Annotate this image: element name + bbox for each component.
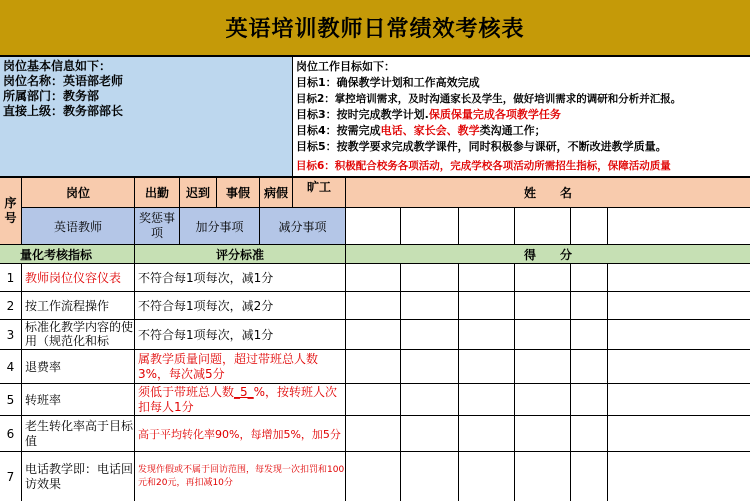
position-name-value: 英语部老师 (63, 74, 124, 88)
criteria-cell: 发现作假或不属于回访范围，每发现一次扣罚和100元和20元，再扣减10分 (135, 452, 346, 501)
score-cell[interactable] (571, 292, 608, 320)
department-row: 所属部门：教务部 (3, 89, 100, 103)
score-cell[interactable] (608, 350, 750, 384)
reward-penalty-header: 奖惩事项 (135, 208, 180, 245)
add-items-header: 加分事项 (180, 208, 260, 245)
name-header: 姓 名 (346, 178, 750, 208)
goal-3: 目标3：按时完成教学计划.保质保量完成各项教学任务 (296, 108, 561, 121)
score-cell[interactable] (515, 264, 571, 292)
work-goals (293, 57, 750, 177)
position-name-row: 岗位名称：英语部老师 (3, 74, 124, 88)
name-entry-cell[interactable] (346, 208, 401, 245)
score-cell[interactable] (346, 264, 401, 292)
criteria-cell: 不符合每1项每次，减2分 (135, 292, 346, 320)
score-cell[interactable] (608, 416, 750, 452)
score-cell[interactable] (515, 350, 571, 384)
goal-6: 目标6：积极配合校务各项活动，完成学校各项活动所需招生指标，保障活动质量 (296, 160, 671, 172)
score-cell[interactable] (515, 320, 571, 350)
indicator-header: 量化考核指标 (0, 245, 135, 264)
score-cell[interactable] (346, 292, 401, 320)
department-value: 教务部 (63, 89, 100, 103)
row-number: 2 (0, 292, 22, 320)
row-number: 6 (0, 416, 22, 452)
attendance-header: 出勤 (135, 178, 180, 208)
page-title: 英语培训教师日常绩效考核表 (0, 0, 750, 57)
score-cell[interactable] (608, 264, 750, 292)
position-info (0, 57, 293, 177)
score-cell[interactable] (608, 452, 750, 501)
score-cell[interactable] (608, 320, 750, 350)
position-header: 岗位 (22, 178, 135, 208)
row-number: 7 (0, 452, 22, 501)
name-entry-cell[interactable] (459, 208, 515, 245)
row-number: 3 (0, 320, 22, 350)
score-cell[interactable] (571, 264, 608, 292)
indicator-cell: 老生转化率高于目标值 (22, 416, 135, 452)
goal-4: 目标4：按需完成电话、家长会、教学类沟通工作； (296, 124, 546, 137)
name-entry-cell[interactable] (608, 208, 750, 245)
score-cell[interactable] (608, 292, 750, 320)
teacher-label: 英语教师 (22, 208, 135, 245)
score-cell[interactable] (571, 384, 608, 416)
score-cell[interactable] (459, 320, 515, 350)
row-number: 4 (0, 350, 22, 384)
criteria-cell: 须低于带班总人数_5_%，按转班人次扣每人1分 (135, 384, 346, 416)
score-cell[interactable] (401, 320, 459, 350)
name-entry-cell[interactable] (401, 208, 459, 245)
score-cell[interactable] (459, 384, 515, 416)
score-cell[interactable] (515, 416, 571, 452)
score-cell[interactable] (515, 292, 571, 320)
indicator-cell: 转班率 (22, 384, 135, 416)
score-cell[interactable] (346, 416, 401, 452)
name-entry-cell[interactable] (515, 208, 571, 245)
goals-heading: 岗位工作目标如下： (296, 60, 395, 73)
absent-header: 旷工 (293, 178, 346, 208)
goal-1: 目标1：确保教学计划和工作高效完成 (296, 76, 480, 89)
score-cell[interactable] (459, 452, 515, 501)
criteria-cell: 不符合每1项每次，减1分 (135, 320, 346, 350)
superior-row: 直接上级：教务部部长 (3, 104, 124, 118)
criteria-cell: 高于平均转化率90%，每增加5%，加5分 (135, 416, 346, 452)
position-info-heading: 岗位基本信息如下： (3, 59, 112, 73)
score-cell[interactable] (401, 384, 459, 416)
score-header: 得 分 (346, 245, 750, 264)
score-cell[interactable] (346, 384, 401, 416)
criteria-header: 评分标准 (135, 245, 346, 264)
indicator-cell: 按工作流程操作 (22, 292, 135, 320)
score-cell[interactable] (571, 320, 608, 350)
score-cell[interactable] (401, 452, 459, 501)
score-cell[interactable] (571, 416, 608, 452)
sick-leave-header: 病假 (260, 178, 293, 208)
deduct-items-header: 减分事项 (260, 208, 346, 245)
score-cell[interactable] (459, 416, 515, 452)
indicator-cell: 退费率 (22, 350, 135, 384)
indicator-cell: 电话教学即：电话回访效果 (22, 452, 135, 501)
score-cell[interactable] (459, 264, 515, 292)
name-entry-cell[interactable] (571, 208, 608, 245)
goal-2: 目标2：掌控培训需求，及时沟通家长及学生，做好培训需求的调研和分析并汇报。 (296, 93, 682, 105)
score-cell[interactable] (515, 452, 571, 501)
indicator-cell: 标准化教学内容的使用（规范化和标 (22, 320, 135, 350)
indicator-cell: 教师岗位仪容仪表 (22, 264, 135, 292)
score-cell[interactable] (459, 292, 515, 320)
late-header: 迟到 (180, 178, 217, 208)
score-cell[interactable] (608, 384, 750, 416)
score-cell[interactable] (401, 416, 459, 452)
evaluation-table (0, 177, 750, 501)
score-cell[interactable] (571, 350, 608, 384)
score-cell[interactable] (346, 320, 401, 350)
criteria-cell: 不符合每1项每次，减1分 (135, 264, 346, 292)
score-cell[interactable] (401, 350, 459, 384)
score-cell[interactable] (401, 264, 459, 292)
row-number: 1 (0, 264, 22, 292)
score-cell[interactable] (346, 452, 401, 501)
score-cell[interactable] (571, 452, 608, 501)
personal-leave-header: 事假 (217, 178, 260, 208)
score-cell[interactable] (346, 350, 401, 384)
score-cell[interactable] (401, 292, 459, 320)
score-cell[interactable] (459, 350, 515, 384)
criteria-cell: 属教学质量问题，超过带班总人数3%，每次减5分 (135, 350, 346, 384)
seq-header: 序号 (0, 178, 22, 245)
row-number: 5 (0, 384, 22, 416)
goal-5: 目标5：按教学要求完成教学课件，同时积极参与课研，不断改进教学质量。 (296, 140, 667, 153)
superior-value: 教务部部长 (63, 104, 124, 118)
score-cell[interactable] (515, 384, 571, 416)
